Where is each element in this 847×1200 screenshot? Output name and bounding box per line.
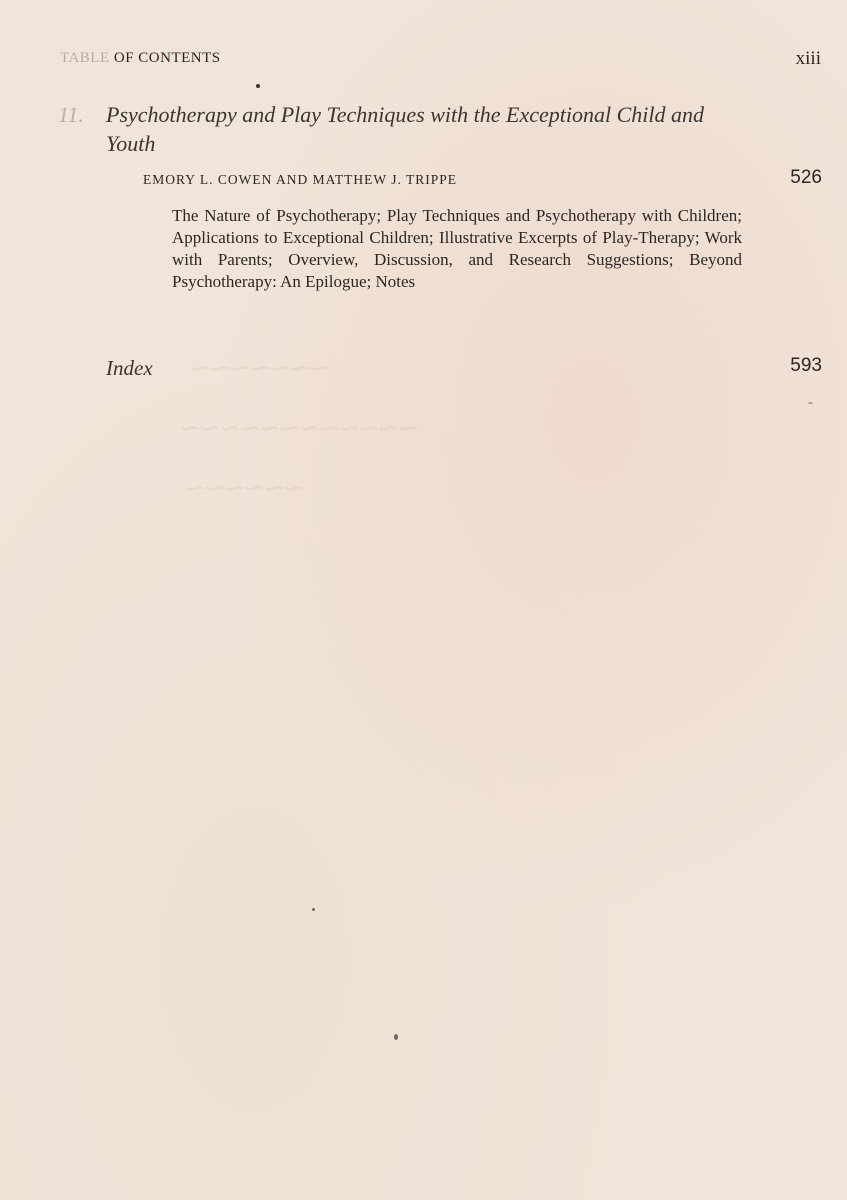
chapter-title: Psychotherapy and Play Techniques with the Exceptional Child and Youth [106,102,704,156]
chapter-authors: EMORY L. COWEN AND MATTHEW J. TRIPPE [143,172,458,187]
print-speck [312,908,315,911]
chapter-page-number: 526 [790,167,822,188]
print-speck [256,84,260,88]
page-folio: xiii [795,48,821,69]
chapter-number: 11. [58,102,84,127]
show-through-text: ~~~~~~ [185,470,305,508]
chapter-summary: The Nature of Psychotherapy; Play Techniques and Psychotherapy with Children; Applications to Exceptional Children; Illustrative Excerpts of Play-Therapy; Work with Parents; Overview, Discussion, and Research Suggestions; Beyond Psychotherapy: An Epilogue; Notes [172,206,742,291]
running-head [60,50,221,67]
show-through-text: ~~~~~~~ [190,350,329,388]
print-speck [394,1034,398,1040]
show-through-text: ~~~~~~~~~~~~ [180,410,419,448]
index-label: Index [106,356,153,380]
print-speck [808,402,813,404]
running-head-text: OF CONTENTS [113,50,221,66]
index-page-number: 593 [790,355,822,376]
running-head-faded-prefix: TABLE [60,50,110,66]
